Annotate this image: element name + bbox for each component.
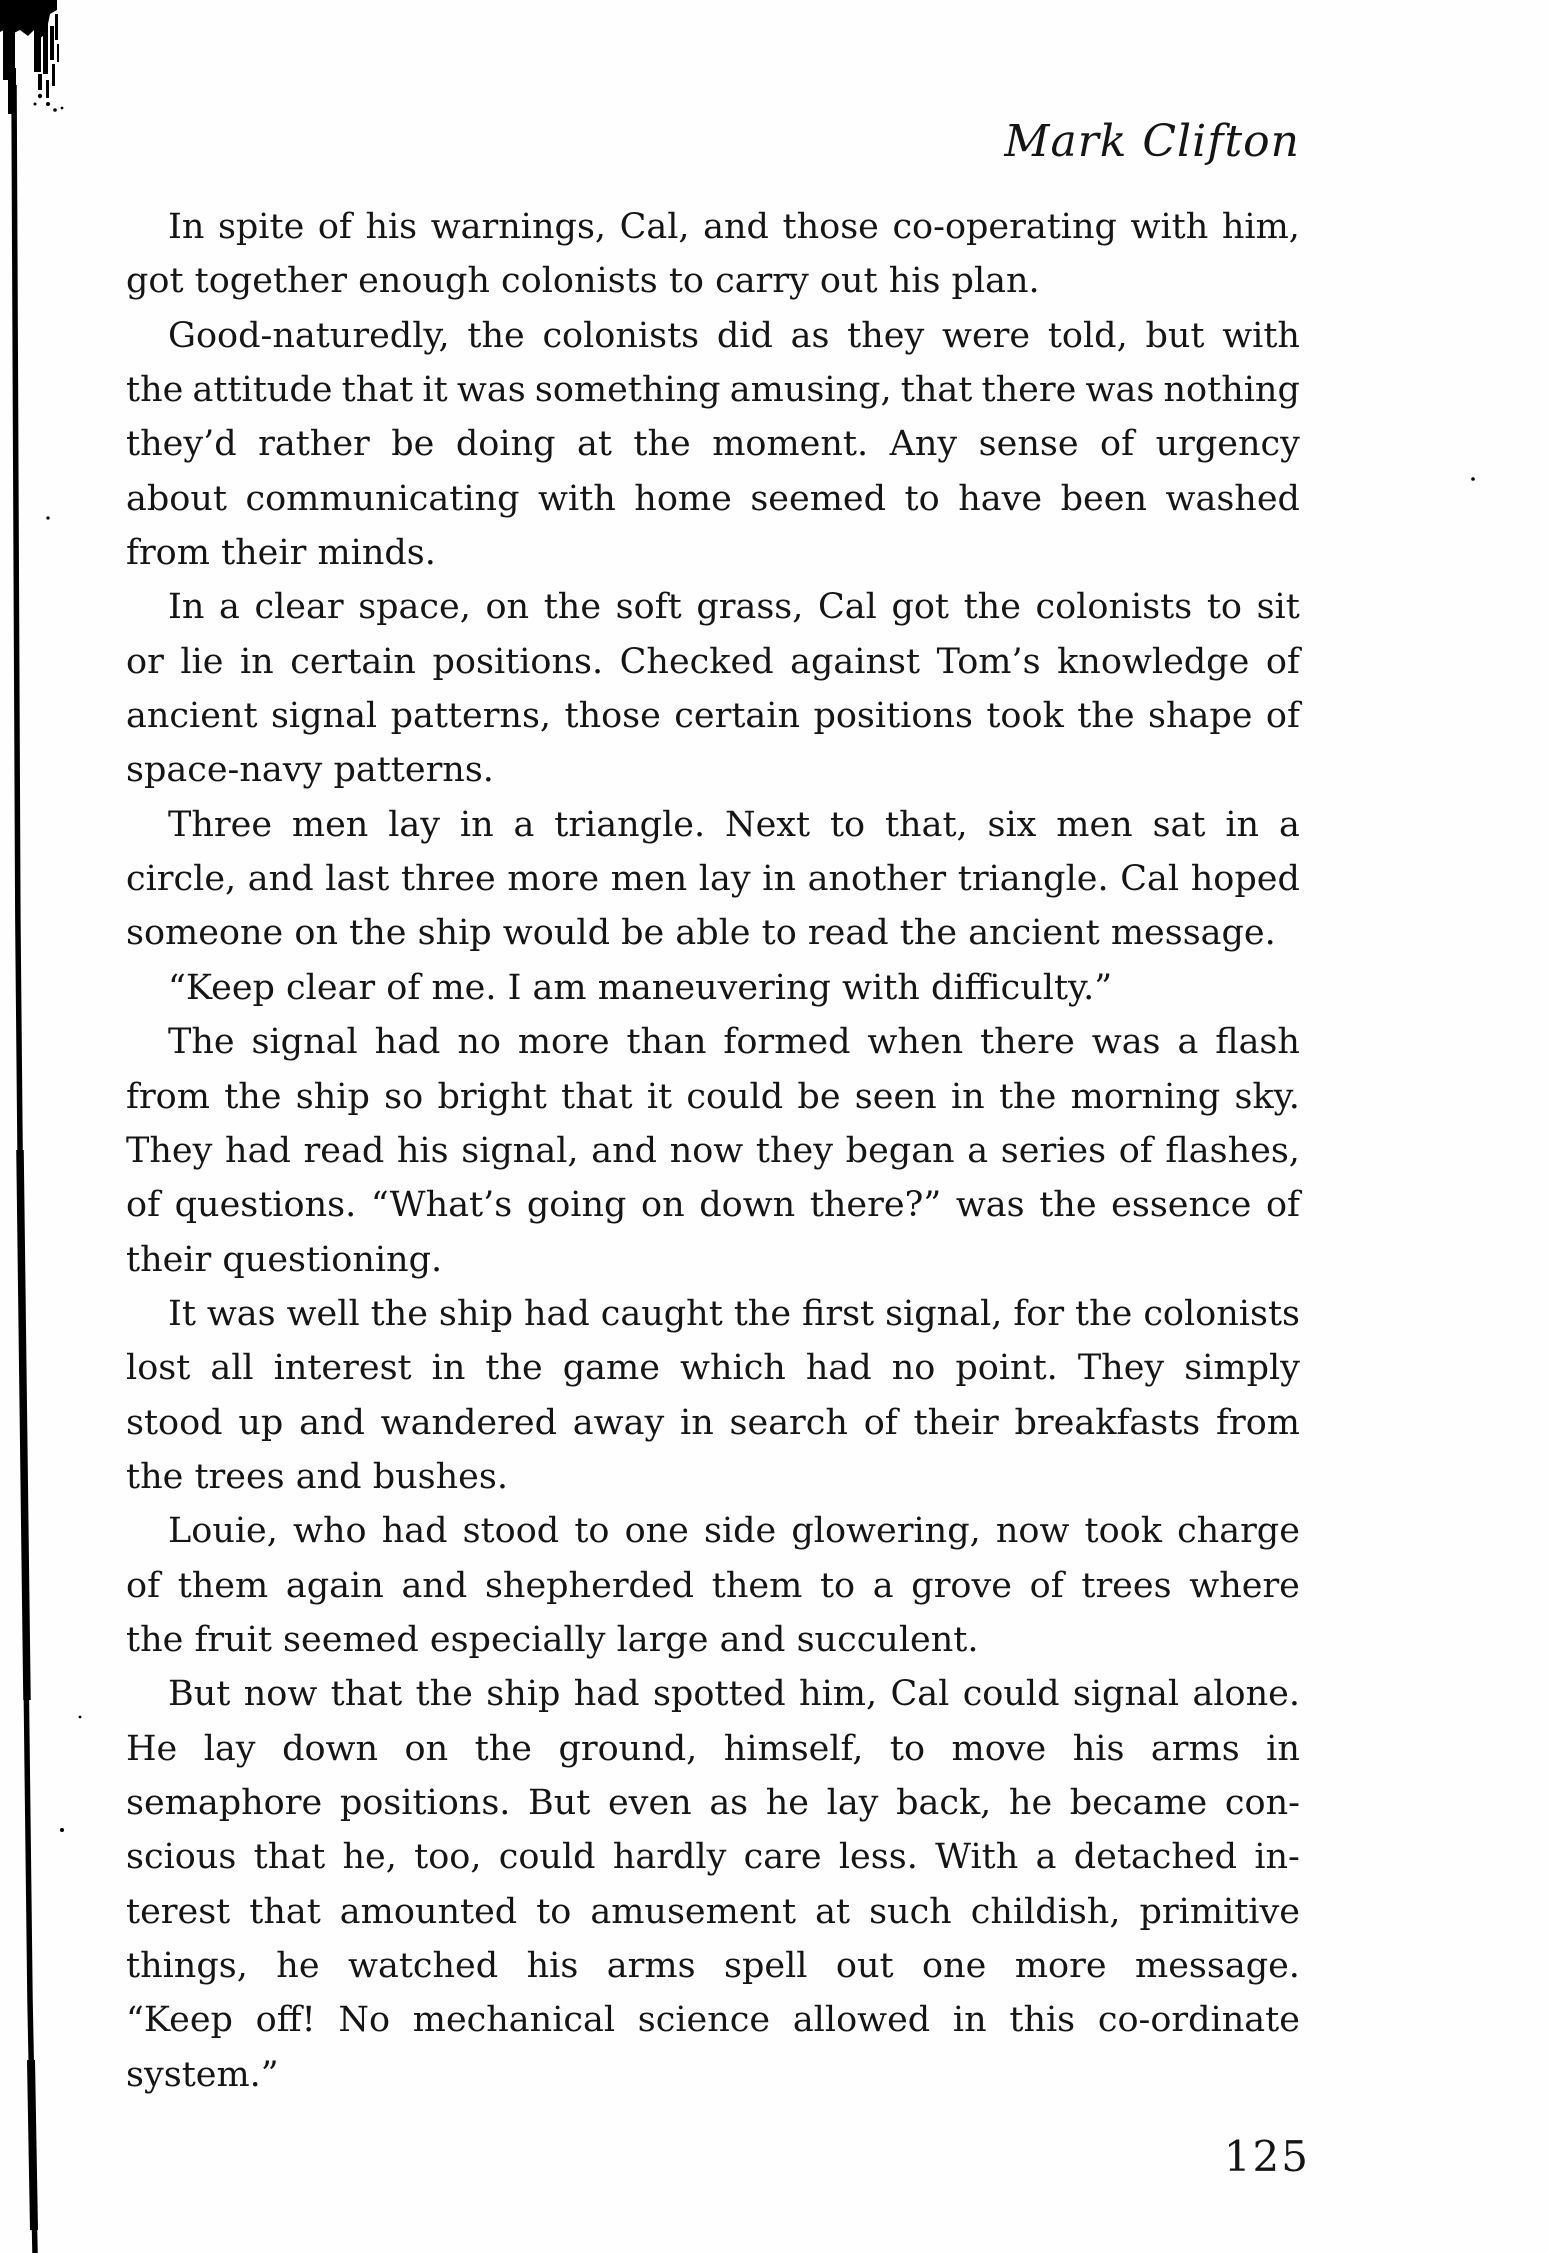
- text-line: He lay down on the ground, himself, to move his arms in: [126, 1728, 1300, 1769]
- text-line: In spite of his warnings, Cal, and those co-operating with him,: [168, 207, 1300, 247]
- paragraph: [126, 200, 1300, 309]
- page-number: 125: [1223, 2132, 1310, 2181]
- book-text: [126, 200, 1300, 2102]
- text-line: “Keep clear of me. I am maneuvering with difficulty.”: [168, 967, 1113, 1008]
- text-line: the attitude that it was something amusing, that there was nothing: [126, 370, 1300, 411]
- text-line: terest that amounted to amusement at such childish, primitive: [126, 1891, 1300, 1932]
- paragraph: [126, 1015, 1300, 1287]
- text-line: about communicating with home seemed to have been washed: [126, 478, 1300, 519]
- paragraph: [126, 309, 1300, 581]
- text-line: The signal had no more than formed when there was a flash: [168, 1022, 1300, 1063]
- text-line: system.”: [126, 2054, 279, 2095]
- paragraph: [126, 1504, 1300, 1667]
- text-line: things, he watched his arms spell out one more message.: [126, 1946, 1300, 1986]
- text-line: scious that he, too, could hardly care less. With a detached in-: [126, 1837, 1300, 1878]
- text-line: got together enough colonists to carry out his plan.: [126, 261, 1040, 302]
- text-line: the fruit seemed especially large and succulent.: [126, 1619, 979, 1660]
- text-line: someone on the ship would be able to read the ancient message.: [126, 913, 1276, 954]
- text-line: of them again and shepherded them to a grove of trees where: [126, 1565, 1300, 1606]
- paragraph: [126, 580, 1300, 797]
- text-line: or lie in certain positions. Checked against Tom’s knowledge of: [126, 641, 1300, 682]
- text-line: semaphore positions. But even as he lay back, he became con-: [126, 1782, 1300, 1823]
- text-line: the trees and bushes.: [126, 1456, 508, 1497]
- paragraph: [126, 1287, 1300, 1504]
- text-line: In a clear space, on the soft grass, Cal got the colonists to sit: [168, 587, 1300, 628]
- text-line: It was well the ship had caught the first signal, for the colonists: [168, 1293, 1300, 1334]
- paragraph: [126, 798, 1300, 961]
- paragraph: [126, 961, 1300, 1015]
- text-line: ancient signal patterns, those certain positions took the shape of: [126, 696, 1300, 737]
- text-line: they’d rather be doing at the moment. Any sense of urgency: [126, 424, 1300, 465]
- text-line: They had read his signal, and now they began a series of flashes,: [126, 1130, 1300, 1171]
- scan-artifact-blob: [0, 0, 63, 114]
- text-line: lost all interest in the game which had no point. They simply: [126, 1348, 1300, 1389]
- text-line: stood up and wandered away in search of their breakfasts from: [126, 1402, 1300, 1443]
- paragraph: [126, 1667, 1300, 2102]
- text-line: Louie, who had stood to one side glowering, now took charge: [168, 1511, 1300, 1552]
- text-line: of questions. “What’s going on down there?” was the essence of: [126, 1185, 1300, 1226]
- text-line: from the ship so bright that it could be seen in the morning sky.: [126, 1076, 1300, 1117]
- text-line: But now that the ship had spotted him, Cal could signal alone.: [168, 1674, 1300, 1715]
- text-line: Three men lay in a triangle. Next to that, six men sat in a: [168, 804, 1300, 845]
- text-line: their questioning.: [126, 1239, 443, 1280]
- running-header-author: Mark Clifton: [1004, 116, 1300, 167]
- scan-artifact-edge-line: [14, 85, 35, 2253]
- text-line: “Keep off! No mechanical science allowed in this co-ordinate: [126, 2000, 1300, 2041]
- text-line: space-navy patterns.: [126, 750, 494, 791]
- text-line: circle, and last three more men lay in another triangle. Cal hoped: [126, 859, 1300, 900]
- text-line: Good-naturedly, the colonists did as they were told, but with: [168, 315, 1300, 356]
- text-line: from their minds.: [126, 533, 436, 574]
